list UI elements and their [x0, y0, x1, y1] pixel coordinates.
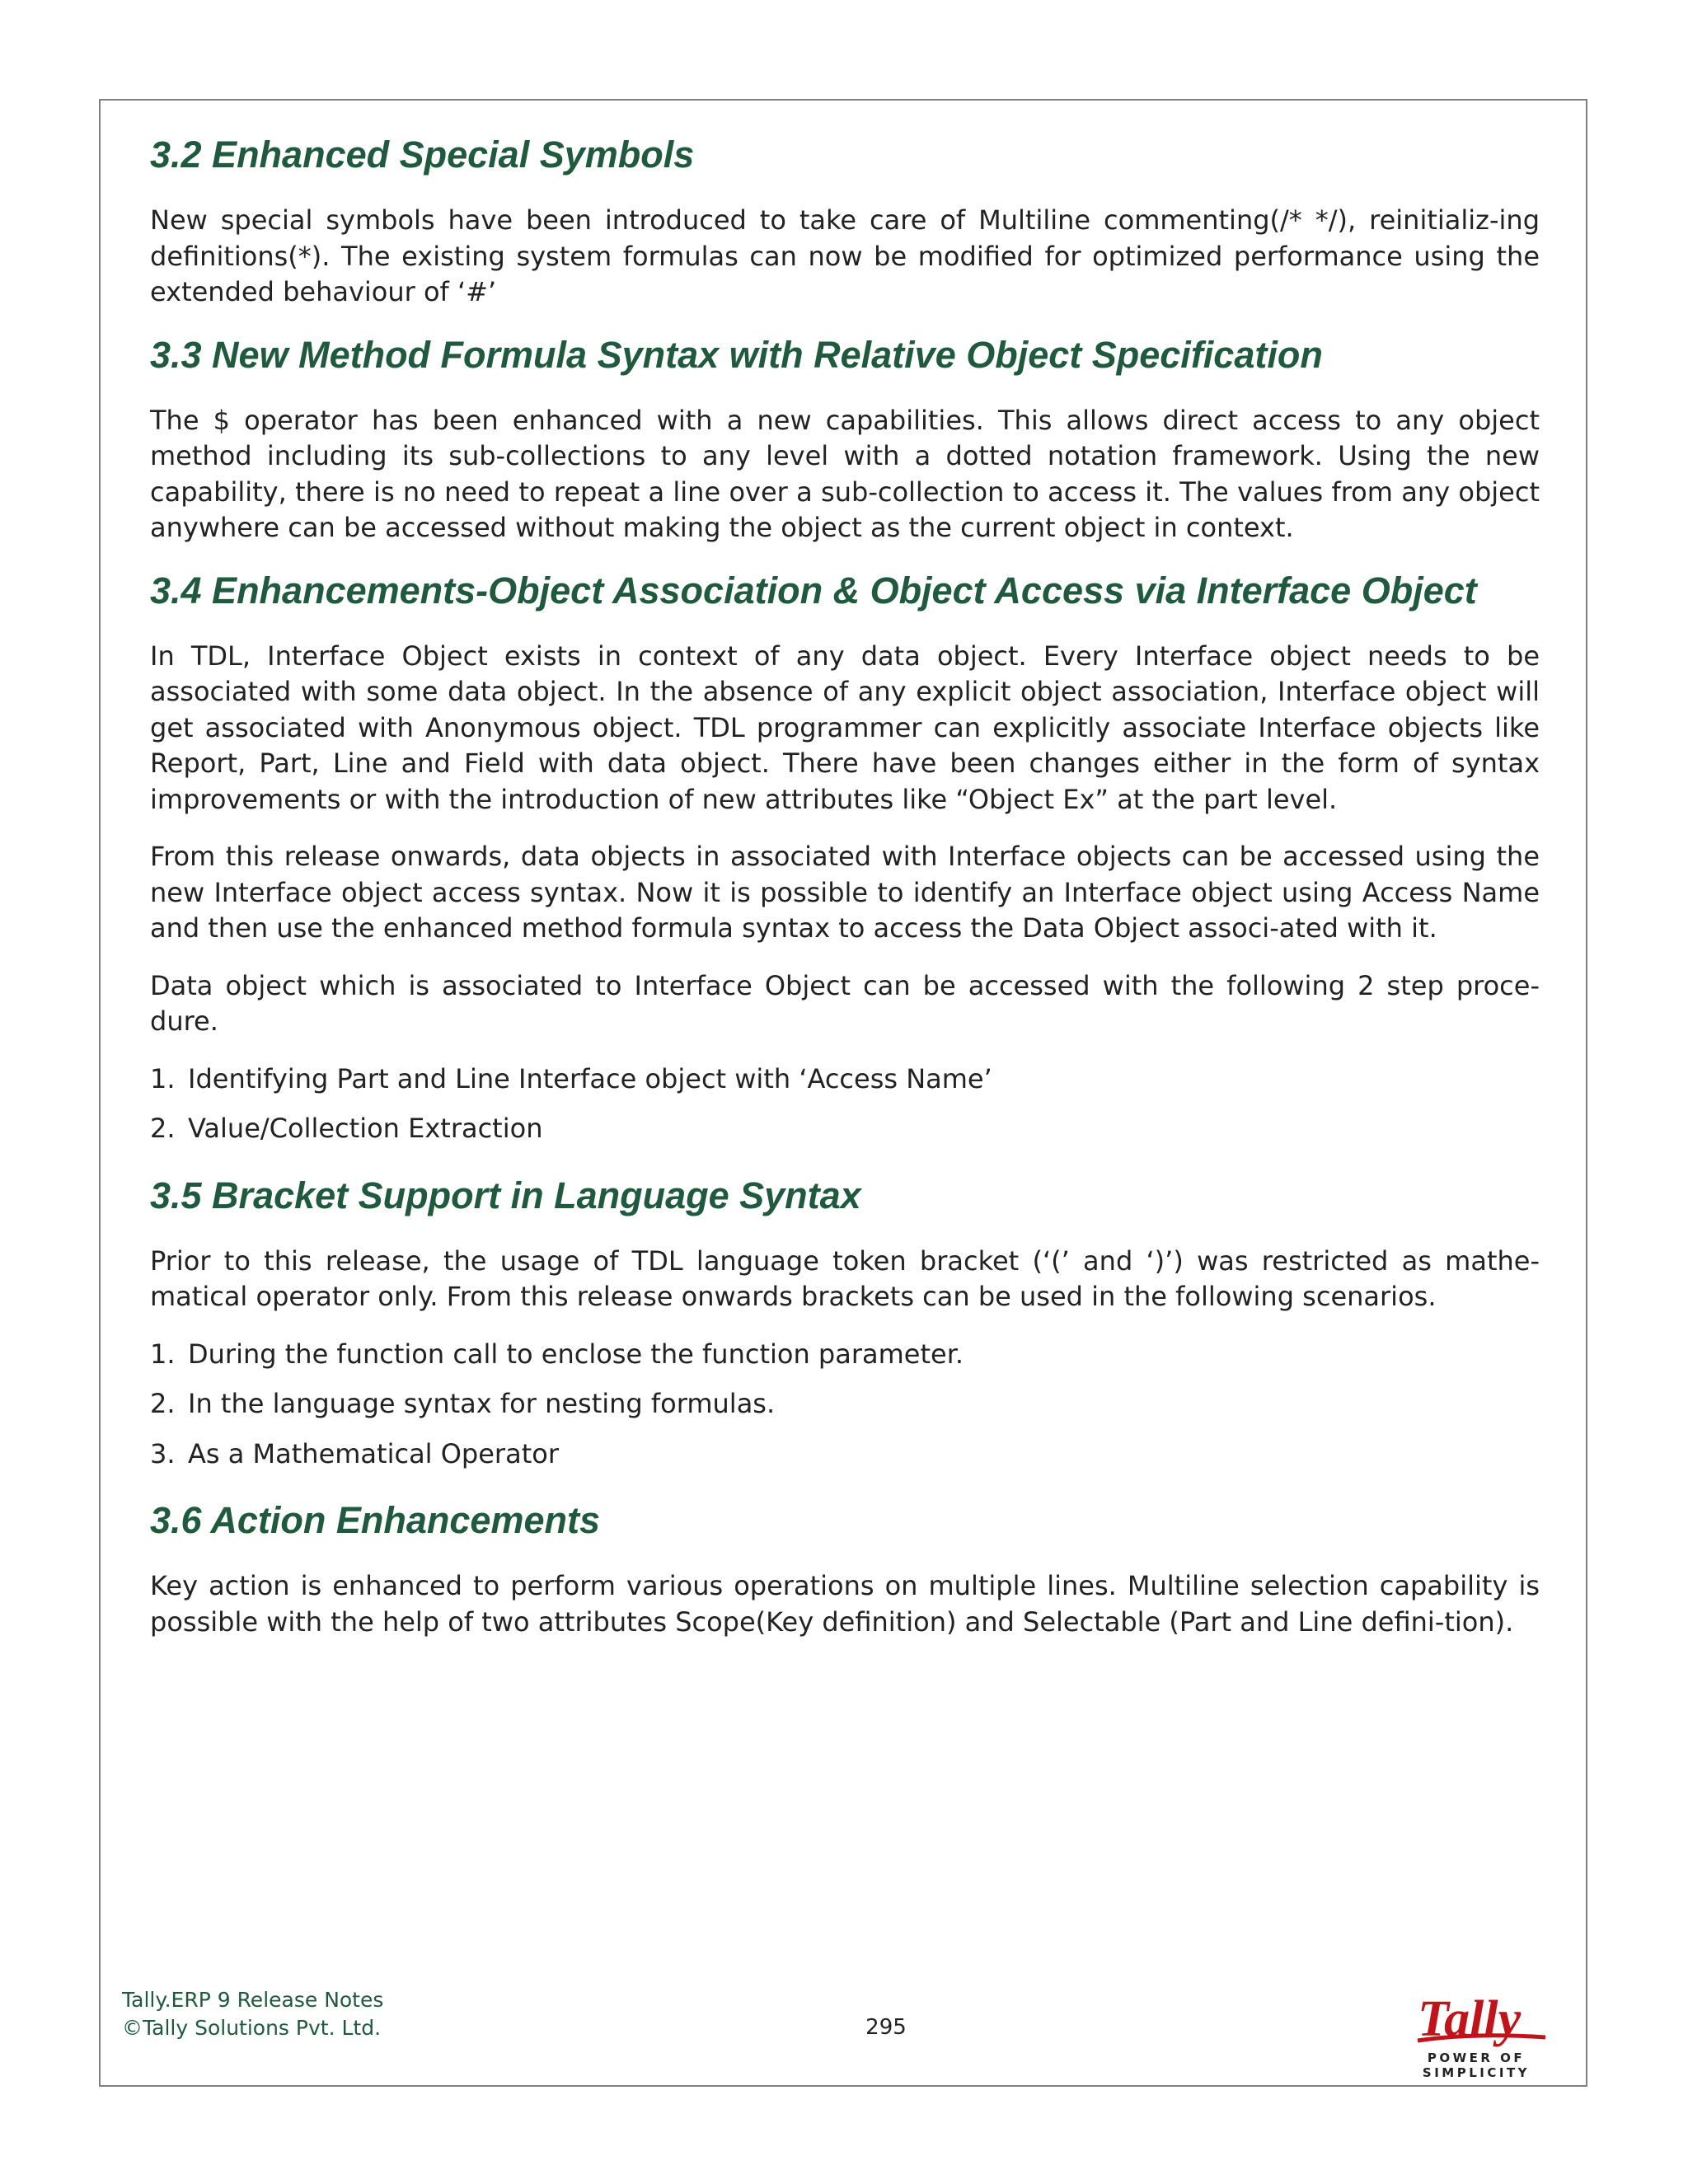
list-item-number: 3. — [150, 1437, 176, 1469]
page-number: 295 — [865, 2015, 907, 2040]
list-item-text: During the function call to enclose the function parameter. — [188, 1338, 964, 1370]
list-item-number: 1. — [150, 1062, 176, 1094]
section-3-5-paragraph: Prior to this release, the usage of TDL language token bracket (‘(’ and ‘)’) was restricted as mathe-matical operator only. From this release onwards brackets can be used in the following scenarios. — [150, 1244, 1540, 1312]
footer-doc-title: Tally.ERP 9 Release Notes — [122, 1988, 384, 2012]
section-3-4-paragraph-3: Data object which is associated to Interface Object can be accessed with the following 2 step proce-dure. — [150, 969, 1540, 1037]
list-item-text: In the language syntax for nesting formulas. — [188, 1388, 776, 1419]
list-item-text: Identifying Part and Line Interface object with ‘Access Name’ — [188, 1062, 992, 1094]
section-3-4-paragraph-1: In TDL, Interface Object exists in context of any data object. Every Interface object needs to be associated with some data object. In the absence of any explicit object association, Interface object will get associated with Anonymous object. TDL programmer can explicitly associate Interface objects like Report, Part, Line and Field with data object. There have been changes either in the form of syntax improvements or with the introduction of new attributes like “Object Ex” at the part level. — [150, 640, 1540, 815]
section-3-4-paragraph-2: From this release onwards, data objects in associated with Interface objects can be accessed using the new Interface object access syntax. Now it is possible to identify an Interface object using Access Name and then use the enhanced method formula syntax to access the Data Object associ-ated with it. — [150, 841, 1540, 944]
list-item — [150, 1337, 1540, 1373]
list-item-text: As a Mathematical Operator — [188, 1437, 559, 1469]
list-item-number: 2. — [150, 1388, 176, 1419]
list-item — [150, 1436, 1540, 1473]
list-item — [150, 1386, 1540, 1422]
footer-copyright: ©Tally Solutions Pvt. Ltd. — [122, 2016, 382, 2040]
section-heading-3-3: 3.3 New Method Formula Syntax with Relative Object Specification — [150, 333, 1323, 376]
list-item — [150, 1111, 1540, 1147]
section-3-3-paragraph: The $ operator has been enhanced with a new capabilities. This allows direct access to any object method including its sub-collections to any level with a dotted notation framework. Using the new capability, there is no need to repeat a line over a sub-collection to access it. The values from any object anywhere can be accessed without making the object as the current object in context. — [150, 404, 1540, 543]
list-item — [150, 1062, 1540, 1098]
logo-tagline: POWER OF SIMPLICITY — [1422, 2050, 1531, 2080]
section-heading-3-5: 3.5 Bracket Support in Language Syntax — [150, 1174, 861, 1216]
section-heading-3-2: 3.2 Enhanced Special Symbols — [150, 134, 695, 176]
section-3-2-paragraph: New special symbols have been introduced to take care of Multiline commenting(/* */), reinitializ-ing definitions(*). The existing system formulas can now be modified for optimized performance using the extended behaviour of ‘#’ — [150, 204, 1540, 307]
page-content — [150, 132, 1540, 1661]
section-3-6-paragraph: Key action is enhanced to perform various operations on multiple lines. Multiline selection capability is possible with the help of two attributes Scope(Key definition) and Selectable (Part and Line defini-tion). — [150, 1570, 1540, 1638]
section-heading-3-6: 3.6 Action Enhancements — [150, 1499, 600, 1541]
list-item-number: 1. — [150, 1338, 176, 1370]
footer-credits — [122, 1986, 383, 2042]
section-heading-3-4: 3.4 Enhancements-Object Association & Object Access via Interface Object — [150, 569, 1477, 612]
tally-logo-text: Tally — [1418, 1991, 1522, 2047]
list-item-number: 2. — [150, 1113, 176, 1144]
list-item-text: Value/Collection Extraction — [188, 1113, 543, 1144]
